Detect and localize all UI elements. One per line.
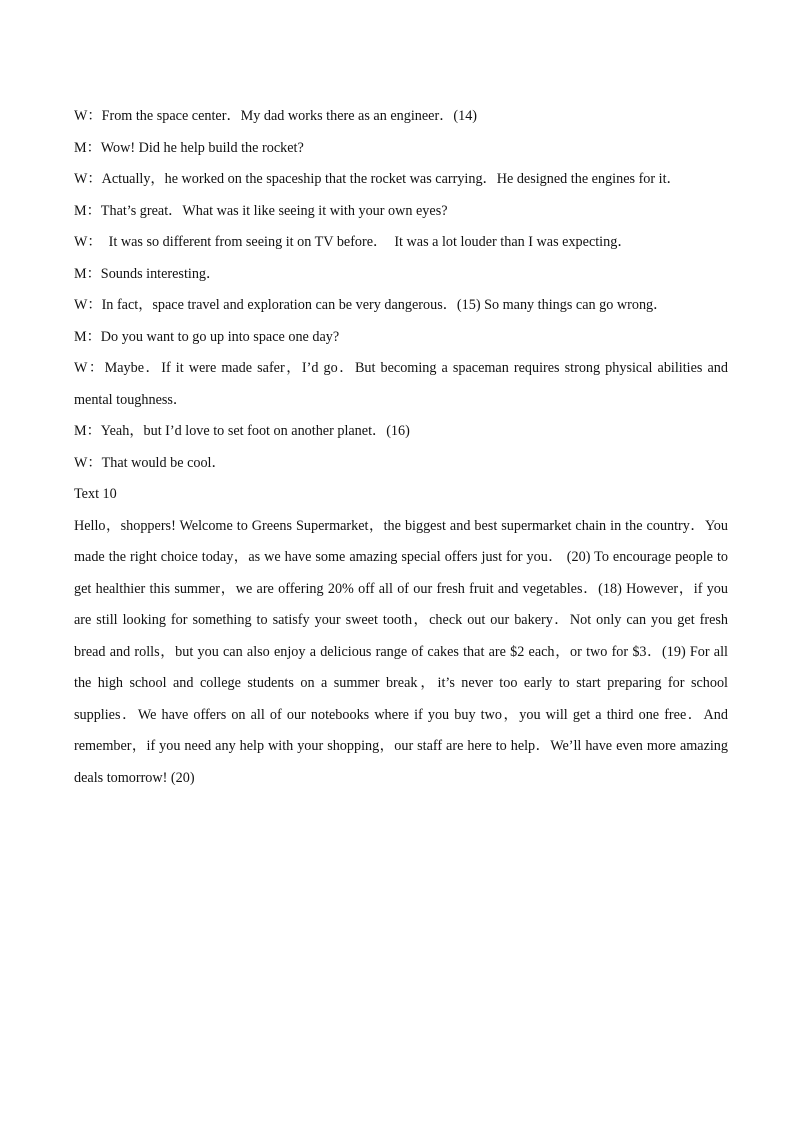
dialogue-line: W：In fact，space travel and exploration can be very dangerous．(15) So many things can go wrong． bbox=[74, 297, 668, 313]
dialogue-line: W：That would be cool． bbox=[74, 454, 226, 471]
section-paragraph: Hello，shoppers! Welcome to Greens Supermarket，the biggest and best supermarket chain in the country．You made the right choice today，as we have some amazing special offers just for you． (20) To encourage people to get healthier this summer，we are offering 20% off all of our fresh fruit and vegetables．(18) However，if you are still looking for something to satisfy your sweet tooth，check out our bakery．Not only can you get fresh bread and rolls，but you can also enjoy a delicious range of cakes that are $2 each，or two for $3．(19) For all the high school and college students on a summer break，it’s never too early to start preparing for school supplies．We have offers on all of our notebooks where if you buy two，you will get a third one free．And remember，if you need any help with your shopping，our staff are here to help．We’ll have even more amazing deals tomorrow! (20) bbox=[74, 517, 728, 786]
dialogue-line: W：Actually，he worked on the spaceship that the rocket was carrying．He designed the engines for it． bbox=[74, 171, 681, 187]
dialogue-line: M：Sounds interesting． bbox=[74, 265, 221, 282]
dialogue-line: M：Wow! Did he help build the rocket? bbox=[74, 139, 304, 156]
dialogue-line: W：Maybe．If it were made safer，I’d go．But becoming a spaceman requires strong physical abilities and mental toughness． bbox=[74, 360, 728, 408]
document-page bbox=[74, 101, 728, 794]
section-heading: Text 10 bbox=[74, 486, 117, 502]
dialogue-line: W：From the space center．My dad works there as an engineer．(14) bbox=[74, 108, 478, 124]
dialogue-line: M：Do you want to go up into space one day? bbox=[74, 328, 340, 345]
dialogue-line: M：Yeah，but I’d love to set foot on another planet．(16) bbox=[74, 423, 410, 439]
dialogue-line: M：That’s great．What was it like seeing it with your own eyes? bbox=[74, 202, 448, 219]
dialogue-line: W： It was so different from seeing it on TV before． It was a lot louder than I was expecting． bbox=[74, 234, 632, 250]
